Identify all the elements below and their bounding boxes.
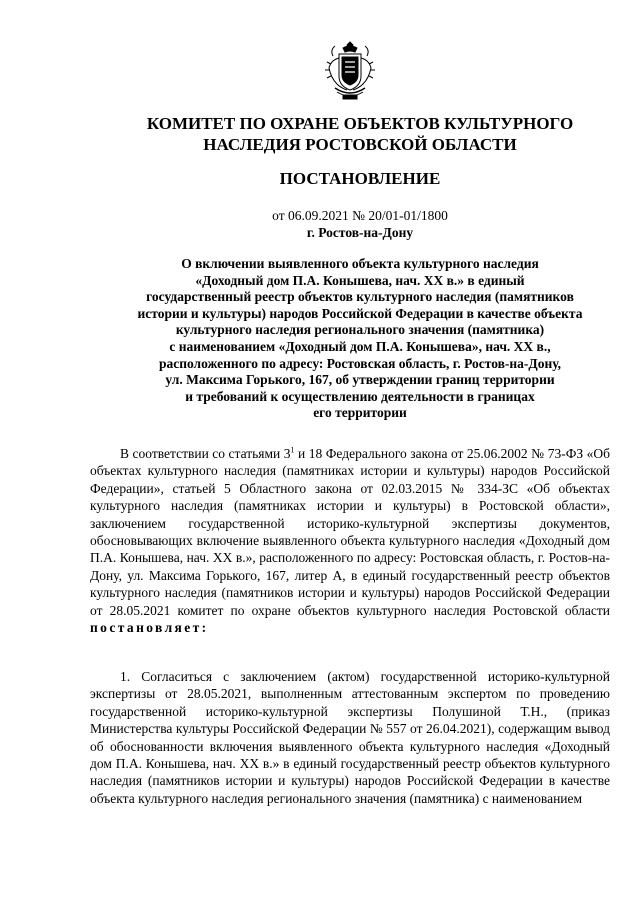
title-line: государственный реестр объектов культурного наследия (памятников [146,289,574,305]
rostov-oblast-coat-of-arms-icon [323,40,377,102]
document-city: г. Ростов-на-Дону [306,225,414,240]
title-line: его территории [313,405,407,421]
item-1-paragraph [90,668,610,807]
committee-name [90,113,630,155]
item-1-text: 1. Согласиться с заключением (актом) государственной историко-культурной экспертизы от 28.05.2021, выполненным аттестованным экспертом по проведению государственной историко-культурной экспертизы Полушиной Т.Н., (приказ Министерства культуры Российской Федерации № 557 от 26.04.2021), содержащим вывод об обоснованности включения выявленного объекта культурного наследия «Доходный дом П.А. Конышева, нач. XX в.» в единый государственный реестр объектов культурного наследия (памятников истории и культуры) народов Российской Федерации в качестве объекта культурного наследия регионального значения (памятника) с наименованием [90,669,610,806]
title-line: культурного наследия регионального значения (памятника) [175,322,545,338]
preamble-text: и 18 Федерального закона от 25.06.2002 № 73-ФЗ «Об объектах культурного наследия (памятниках истории и культуры) народов Российской Федерации», статьей 5 Областного закона от 02.03.2015 № 334-ЗС «Об объектах культурного наследия (памятниках истории и культуры) в Ростовской области», заключением государственной историко-культурной экспертизы документов, обосновывающих включение выявленного объекта культурного наследия «Доходный дом П.А. Конышева, нач. XX в.», расположенного по адресу: Ростовская область, г. Ростов-на-Дону, ул. Максима Горького, 167, литер А, в единый государственный реестр объектов культурного наследия (памятников истории и культуры) народов Российской Федерации от 28.05.2021 комитет по охране объектов культурного наследия Ростовской области [90,446,610,618]
title-line: истории и культуры) народов Российской Федерации в качестве объекта [137,305,583,321]
article-superscript: 1 [290,445,295,455]
committee-line: КОМИТЕТ ПО ОХРАНЕ ОБЪЕКТОВ КУЛЬТУРНОГО [146,114,574,133]
title-line: и требований к осуществлению деятельности в границах [185,388,535,404]
decree-word: постановляет: [90,620,209,636]
title-line: расположенного по адресу: Ростовская область, г. Ростов-на-Дону, [158,355,562,371]
title-line: ул. Максима Горького, 167, об утверждении границ территории [165,372,555,388]
preamble-text-start: В соответствии со статьями 3 [120,446,291,461]
title-line: «Доходный дом П.А. Конышева, нач. XX в.» в единый [195,272,525,288]
title-line: с наименованием «Доходный дом П.А. Конышева», нач. XX в., [169,338,551,354]
document-type: ПОСТАНОВЛЕНИЕ [279,169,441,188]
title-line: О включении выявленного объекта культурного наследия [181,256,539,271]
document-date-number: от 06.09.2021 № 20/01-01/1800 [272,208,448,223]
document-title [90,256,630,422]
committee-line: НАСЛЕДИЯ РОСТОВСКОЙ ОБЛАСТИ [203,135,517,154]
preamble-paragraph [90,445,610,636]
